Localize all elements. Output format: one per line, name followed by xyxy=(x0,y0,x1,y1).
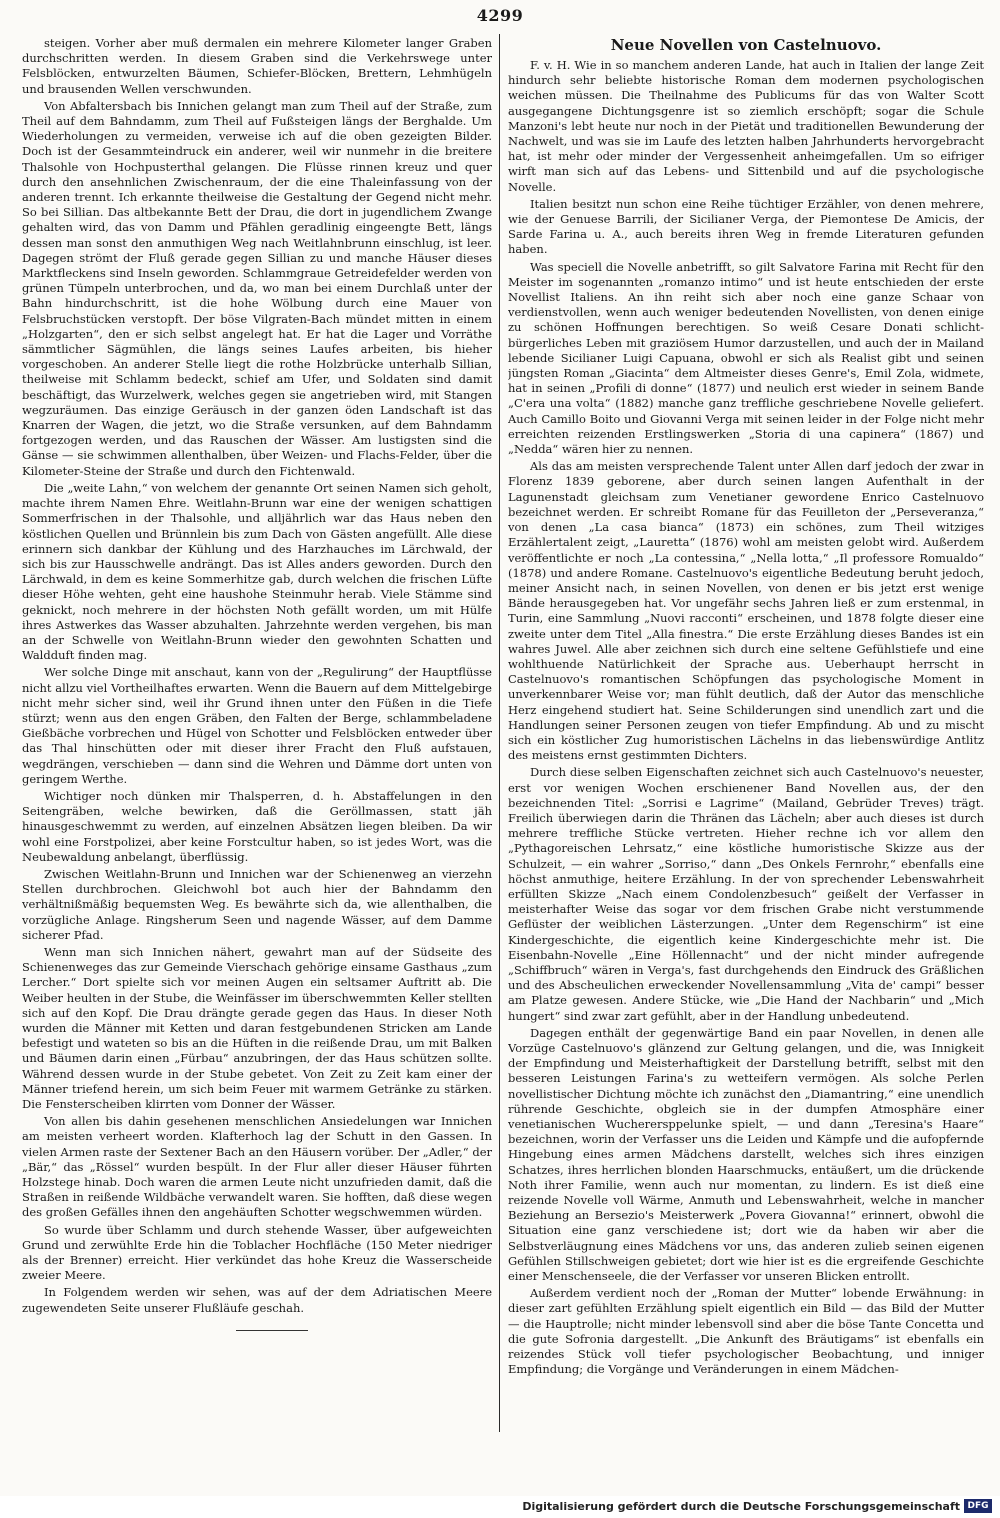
right-column xyxy=(508,36,984,1426)
right-paragraph: Was speciell die Novelle anbetrifft, so gilt Salvatore Farina mit Recht für den Meister im sogenannten „romanzo intimo“ und ist heute entschieden der erste Novellist Italiens. An ihn reiht sich aber noch eine ganze Schaar von verdienstvollen, wenn auch weniger bedeutenden Novellisten, von denen einige zu schönen Hoffnungen berechtigen. So weiß Cesare Donati schlicht-bürgerliches Leben mit graziösem Humor darzustellen, und auch der in Mailand lebende Sicilianer Luigi Capuana, obwohl er sich als Realist gibt und seinen jüngsten Roman „Giacinta“ dem Altmeister dieses Genre's, Emil Zola, widmete, hat in seinen „Profili di donne“ (1877) und neulich erst wieder in seinem Bande „C'era una volta“ (1882) manche ganz treffliche geschriebene Novelle geliefert. Auch Camillo Boito und Giovanni Verga mit seinen leider in der Folge nicht mehr erreichten reizenden Erstlingswerken „Storia di una capinera“ (1867) und „Nedda“ wären hier zu nennen. xyxy=(508,259,984,457)
left-paragraph: In Folgendem werden wir sehen, was auf der dem Adriatischen Meere zugewendeten Seite unserer Flußläufe geschah. xyxy=(22,1285,492,1315)
right-paragraph: Italien besitzt nun schon eine Reihe tüchtiger Erzähler, von denen mehrere, wie der Genuese Barrili, der Sicilianer Verga, der Piemontese De Amicis, der Sarde Farina u. A., auch bereits ihren Weg in fremde Literaturen gefunden haben. xyxy=(508,196,984,257)
dfg-logo: DFG xyxy=(964,1499,992,1513)
left-paragraph: steigen. Vorher aber muß dermalen ein mehrere Kilometer langer Graben durchschritten werden. In diesem Graben sind die Verkehrswege unter Felsblöcken, entwurzelten Bäumen, Schiefer-Blöcken, Brettern, Lehmhügeln und brausenden Wellen verschwunden. xyxy=(22,36,492,96)
right-paragraph: F. v. H. Wie in so manchem anderen Lande, hat auch in Italien der lange Zeit hindurch sehr beliebte historische Roman dem modernen psychologischen weichen müssen. Die Theilnahme des Publicums für das von Walter Scott ausgegangene Dichtungsgenre ist so ziemlich erschöpft; sogar die Schule Manzoni's lebt heute nur noch in der Pietät und traditionellen Bewunderung der Nachwelt, und was sie im Laufe des letzten halben Jahrhunderts hervorgebracht hat, ist mehr oder minder der Vergessenheit anheimgefallen. Um so eifriger wirft man sich auf das Lebens- und Sittenbild und auf die psychologische Novelle. xyxy=(508,58,984,194)
left-paragraph: Von allen bis dahin gesehenen menschlichen Ansiedelungen war Innichen am meisten verheert worden. Klafterhoch lag der Schutt in den Gassen. In vielen Armen raste der Sextener Bach an den Häusern vorüber. Der „Adler,“ der „Bär,“ das „Rössel“ wurden bespült. In der Flur aller dieser Häuser führten Holzstege hinab. Doch waren die armen Leute nicht unzufrieden damit, daß die Straßen in reißende Wildbäche verwandelt waren. Sie hofften, daß diese wegen des großen Gefälles ihnen den angehäuften Schotter wegschwemmen würden. xyxy=(22,1114,492,1220)
column-divider xyxy=(499,34,500,1432)
digitization-credit: Digitalisierung gefördert durch die Deutsche Forschungsgemeinschaft xyxy=(522,1500,960,1513)
section-end-rule xyxy=(236,1330,308,1331)
left-paragraph: Wichtiger noch dünken mir Thalsperren, d. h. Abstaffelungen in den Seitengräben, welche bewirken, daß die Geröllmassen, statt jäh hinausgeschwemmt zu werden, auf einzelnen Absätzen liegen bleiben. Da wir wohl eine Forstpolizei, aber keine Forstcultur haben, so ist jedes Wort, was die Neubewaldung anbelangt, überflüssig. xyxy=(22,788,492,864)
left-paragraph: Wenn man sich Innichen nähert, gewahrt man auf der Südseite des Schienenweges das zur Gemeinde Vierschach gehörige einsame Gasthaus „zum Lercher.“ Dort spielte sich vor meinen Augen ein seltsamer Auftritt ab. Die Weiber heulten in der Stube, die Weinfässer im überschwemmten Keller stellten sich auf den Kopf. Die Drau drängte gerade gegen das Haus. In dieser Noth wurden die Männer mit Ketten und daran festgebundenen Stricken am Lande befestigt und wateten so bis an die Hüften in die reißende Drau, um mit Balken und Bäumen darin einen „Fürbau“ anzubringen, der das Haus schützen sollte. Während dessen wurde in der Stube gebetet. Von Zeit zu Zeit kam einer der Männer triefend herein, um sich beim Feuer mit warmem Getränke zu stärken. Die Fensterscheiben klirrten vom Donner der Wässer. xyxy=(22,944,492,1112)
left-paragraph: Wer solche Dinge mit anschaut, kann von der „Regulirung“ der Hauptflüsse nicht allzu viel Vortheilhaftes erwarten. Wenn die Bauern auf dem Mittelgebirge nicht mehr sicher sind, weil ihr Grund ihnen unter den Füßen in die Tiefe stürzt; wenn aus den engen Gräben, den Falten der Berge, schlammbeladene Gießbäche vorbrechen und Hügel von Schotter und Felsblöcken entweder über das Thal hinschütten oder mit dieser ihrer Fracht den Fluß aufstauen, wegdrängen, verschieben — dann sind die Wehren und Dämme dort unten von geringem Werthe. xyxy=(22,665,492,786)
left-column xyxy=(22,36,492,1426)
left-paragraph: Die „weite Lahn,“ von welchem der genannte Ort seinen Namen sich geholt, machte ihrem Namen Ehre. Weitlahn-Brunn war eine der wenigen schattigen Sommerfrischen in der Thalsohle, und alljährlich war das Haus neben den köstlichen Quellen und Brünnlein bis zum Dach von Gästen angefüllt. Alle diese erinnern sich dankbar der Kühlung und des Harzhauches im Lärchwald, der sich bis zur Hausschwelle andrängt. Das ist Alles anders geworden. Durch den Lärchwald, in dem es keine Sommerhitze gab, durch welchen die frischen Lüfte dieser Höhe wehten, geht eine haushohe Steinmuhr herab. Viele Stämme sind geknickt, noch mehrere in der höchsten Noth gefällt worden, um mit Hülfe ihres Astwerkes das Wasser abzuhalten. Jahrzehnte werden vergehen, bis man an der Schwelle von Weitlahn-Brunn wieder den gewohnten Schatten und Waldduft finden mag. xyxy=(22,480,492,663)
right-paragraph: Außerdem verdient noch der „Roman der Mutter“ lobende Erwähnung: in dieser zart gefühlten Erzählung spielt eigentlich ein Bild — das Bild der Mutter — die Hauptrolle; nicht minder lebensvoll sind aber die böse Tante Concetta und die gute Sofronia dargestellt. „Die Ankunft des Bräutigams“ ist ebenfalls ein reizendes Stück voll tiefer psychologischer Beobachtung, und inniger Empfindung; die Vorgänge und Veränderungen in einem Mädchen- xyxy=(508,1286,984,1377)
right-paragraph: Dagegen enthält der gegenwärtige Band ein paar Novellen, in denen alle Vorzüge Castelnuovo's glänzend zur Geltung gelangen, und die, was Innigkeit der Empfindung und Meisterhaftigkeit der Darstellung betrifft, selbst mit den besseren Leistungen Farina's zu wetteifern vermögen. Als solche Perlen novellistischer Dichtung möchte ich zunächst den „Diamantring,“ eine unendlich rührende Geschichte, obgleich sie in der dumpfen Atmosphäre einer venetianischen Wucherersppelunke spielt, — und dann „Teresina's Haare“ bezeichnen, worin der Verfasser uns die Leiden und Kämpfe und die aufopfernde Hingebung eines armen Mädchens darstellt, welches sich ihres einzigen Schatzes, ihres herrlichen blonden Haarschmucks, entäußert, um die drückende Noth ihrer Familie, wenn auch nur momentan, zu lindern. Es ist dieß eine reizende Novelle voll Wärme, Anmuth und Lebenswahrheit, welche in mancher Beziehung an Bersezio's Meisterwerk „Povera Giovanna!“ erinnert, obwohl die Situation eine ganz verschiedene ist; dort wie da haben wir aber die Selbstverläugnung eines Mädchens vor uns, das anderen zulieb seinen eigenen Gefühlen Stillschweigen gebietet; dort wie hier ist es die ergreifende Geschichte einer Menschenseele, die der Verfasser vor unseren Blicken entrollt. xyxy=(508,1025,984,1284)
page-number: 4299 xyxy=(476,6,524,25)
left-paragraph: Zwischen Weitlahn-Brunn und Innichen war der Schienenweg an vierzehn Stellen durchbrochen. Gleichwohl bot auch hier der Bahndamm den verhältnißmäßig bequemsten Weg. Es bewährte sich da, wie allenthalben, die vorzügliche Anlage. Ringsherum Seen und nagende Wässer, auf dem Damme sicherer Pfad. xyxy=(22,866,492,942)
right-paragraph: Durch diese selben Eigenschaften zeichnet sich auch Castelnuovo's neuester, erst vor wenigen Wochen erschienener Band Novellen aus, der den bezeichnenden Titel: „Sorrisi e Lagrime“ (Mailand, Gebrüder Treves) trägt. Freilich überwiegen darin die Thränen das Lächeln; aber auch dieses ist durch mehrere treffliche Stücke vertreten. Hieher rechne ich vor allem den „Pythagoreischen Lehrsatz,“ eine köstliche humoristische Skizze aus der Schulzeit, — ein wahrer „Sorriso,“ dann „Des Onkels Fernrohr,“ ebenfalls eine höchst anmuthige, heitere Erzählung. In der von sprechender Lebenswahrheit erfüllten Skizze „Nach einem Condolenzbesuch“ geißelt der Verfasser in meisterhafter Weise das sogar vor dem frischen Grabe nicht verstummende Geflüster der weiblichen Lästerzungen. „Unter dem Regenschirm“ ist eine Kindergeschichte, die eigentlich keine Kindergeschichte mehr ist. Die Eisenbahn-Novelle „Eine Höllennacht“ und der nicht minder aufregende „Schiffbruch“ wären in Verga's, fast durchgehends den Eindruck des Gräßlichen und des Abscheulichen erweckender Novellensammlung „Vita de' campi“ besser am Platze gewesen. Andere Stücke, wie „Die Hand der Nachbarin“ und „Mich hungert“ sind zwar zart gefühlt, aber in der Handlung unbedeutend. xyxy=(508,765,984,1023)
article-title: Neue Novellen von Castelnuovo. xyxy=(610,36,882,54)
left-paragraph: Von Abfaltersbach bis Innichen gelangt man zum Theil auf der Straße, zum Theil auf dem Bahndamm, zum Theil auf Fußsteigen längs der Berghalde. Um Wiederholungen zu vermeiden, verweise ich auf die oben gezeigten Bilder. Doch ist der Gesammteindruck ein anderer, weil wir nunmehr in die breitere Thalsohle von Hochpusterthal gelangen. Die Flüsse rinnen kreuz und quer durch den ansehnlichen Zwischenraum, der die eine Thaleinfassung von der anderen trennt. Ich erkannte theilweise die Gestaltung der Gegend nicht mehr. So bei Sillian. Das altbekannte Bett der Drau, die dort in jugendlichem Zwange gehalten wird, das von Damm und Pfählen geradlinig eingeengte Bett, längs dessen man sonst den anmuthigen Weg nach Weitlahnbrunn einschlug, ist leer. Dagegen strömt der Fluß gerade gegen Sillian zu und manche Häuser dieses Marktfleckens sind Inseln geworden. Schlammgraue Getreidefelder werden von grünen Tümpeln unterbrochen, und da, wo man bei einem Durchlaß unter der Bahn hindurchschritt, ist die hohe Wölbung durch eine Mauer von Felsbruchstücken verstopft. Der böse Vilgraten-Bach mündet mitten in einem „Holzgarten“, den er sich selbst angelegt hat. Er hat die Lager und Vorräthe sämmtlicher Sägmühlen, die längs seines Laufes arbeiten, bis hieher vorgeschoben. An anderer Stelle liegt die rothe Holzbrücke unterhalb Sillian, theilweise mit Schlamm bedeckt, schief am Ufer, und Soldaten sind damit beschäftigt, das Wurzelwerk, welches gegen sie angetrieben wird, mit Stangen wegzuräumen. Das einzige Geräusch in der ganzen öden Landschaft ist das Knarren der Wagen, die jetzt, wo die Straße versunken, auf dem Bahndamm fortgezogen werden, und das Rauschen der Wässer. Am lustigsten sind die Gänse — sie schwimmen allenthalben, über Weizen- und Flachs-Felder, über die Kilometer-Steine der Straße und durch den Fichtenwald. xyxy=(22,98,492,478)
left-paragraph: So wurde über Schlamm und durch stehende Wasser, über aufgeweichten Grund und zerwühlte Erde hin die Toblacher Hochfläche (150 Meter niedriger als der Brenner) erreicht. Hier verkündet das hohe Kreuz die Wasserscheide zweier Meere. xyxy=(22,1222,492,1283)
right-paragraph: Als das am meisten versprechende Talent unter Allen darf jedoch der zwar in Florenz 1839 geborene, aber durch seinen langen Aufenthalt in der Lagunenstadt gleichsam zum Venetianer gewordene Enrico Castelnuovo bezeichnet werden. Er schreibt Romane für das Feuilleton der „Perseveranza,“ von denen „La casa bianca“ (1873) ein schönes, zum Theil witziges Erzählertalent zeigt, „Lauretta“ (1876) wohl am meisten gelobt wird. Außerdem veröffentlichte er noch „La contessina,“ „Nella lotta,“ „Il professore Romualdo“ (1878) und andere Romane. Castelnuovo's eigentliche Bedeutung beruht jedoch, meiner Ansicht nach, in seinen Novellen, von denen er bis jetzt erst wenige Bände herausgegeben hat. Vor ungefähr sechs Jahren ließ er zum erstenmal, in Turin, eine Sammlung „Nuovi racconti“ erscheinen, und 1878 folgte dieser eine zweite unter dem Titel „Alla finestra.“ Die erste Erzählung dieses Bandes ist ein wahres Juwel. Alle aber zeichnen sich durch eine seltene Gefühlstiefe und eine wohlthuende Natürlichkeit der Sprache aus. Ueberhaupt herrscht in Castelnuovo's romantischen Schöpfungen das psychologische Moment in unverkennbarer Weise vor; man fühlt deutlich, daß der Autor das menschliche Herz eingehend studiert hat. Seine Schilderungen sind unendlich zart und die Handlungen seiner Personen zeugen von tiefer Empfindung. Ab und zu mischt sich ein köstlicher Zug humoristischen Lächelns in das liebenswürdige Antlitz des meistens ernst gestimmten Dichters. xyxy=(508,459,984,763)
